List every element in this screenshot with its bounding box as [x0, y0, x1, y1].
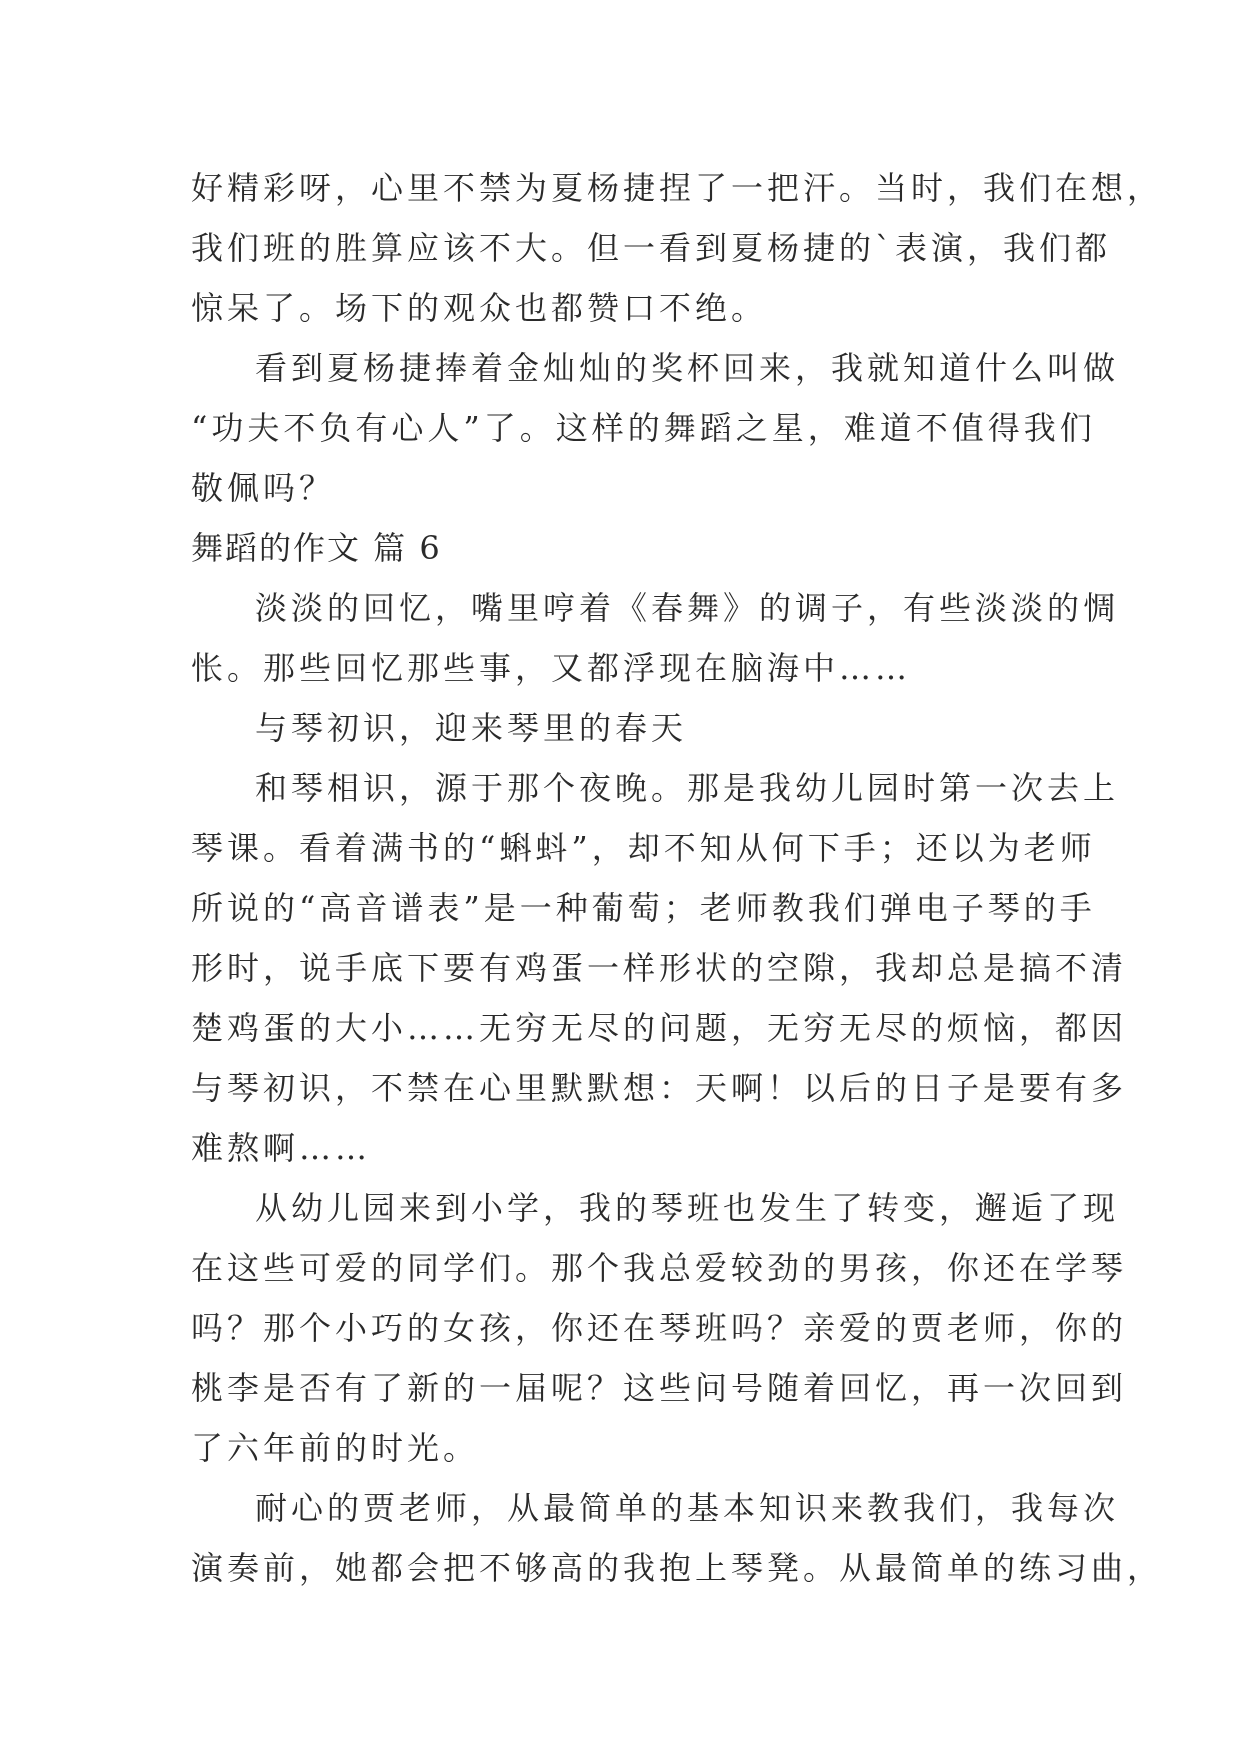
text-line: 舞蹈的作文 篇 6	[191, 529, 442, 567]
paragraph	[191, 158, 1164, 338]
text-line: 惊呆了。场下的观众也都赞口不绝。	[191, 289, 768, 327]
paragraph	[191, 758, 1128, 1178]
text-line: 形时，说手底下要有鸡蛋一样形状的空隙，我却总是搞不清	[191, 949, 1128, 987]
text-line: 与琴初识，迎来琴里的春天	[255, 709, 688, 747]
paragraph	[191, 1478, 1164, 1598]
text-line: “功夫不负有心人”了。这样的舞蹈之星，难道不值得我们	[191, 409, 1096, 447]
paragraph	[191, 578, 1120, 698]
text-line: 从幼儿园来到小学，我的琴班也发生了转变，邂逅了现	[255, 1189, 1120, 1227]
text-line: 我们班的胜算应该不大。但一看到夏杨捷的`表演，我们都	[191, 229, 1112, 267]
text-line: 敬佩吗？	[191, 469, 336, 507]
text-line: 看到夏杨捷捧着金灿灿的奖杯回来，我就知道什么叫做	[255, 349, 1120, 387]
text-line: 琴课。看着满书的“蝌蚪”，却不知从何下手；还以为老师	[191, 829, 1096, 867]
text-line: 好精彩呀，心里不禁为夏杨捷捏了一把汗。当时，我们在想，	[191, 169, 1164, 207]
text-line: 难熬啊……	[191, 1129, 372, 1167]
text-line: 耐心的贾老师，从最简单的基本知识来教我们，我每次	[255, 1489, 1120, 1527]
paragraph	[191, 1178, 1128, 1478]
text-line: 演奏前，她都会把不够高的我抱上琴凳。从最简单的练习曲，	[191, 1549, 1164, 1587]
text-line: 所说的“高音谱表”是一种葡萄；老师教我们弹电子琴的手	[191, 889, 1096, 927]
document-page	[191, 158, 1164, 1598]
text-line: 楚鸡蛋的大小……无穷无尽的问题，无穷无尽的烦恼，都因	[191, 1009, 1128, 1047]
text-line: 在这些可爱的同学们。那个我总爱较劲的男孩，你还在学琴	[191, 1249, 1128, 1287]
text-line: 怅。那些回忆那些事，又都浮现在脑海中……	[191, 649, 912, 687]
text-line: 和琴相识，源于那个夜晚。那是我幼儿园时第一次去上	[255, 769, 1120, 807]
text-line: 吗？那个小巧的女孩，你还在琴班吗？亲爱的贾老师，你的	[191, 1309, 1128, 1347]
paragraph	[191, 338, 1120, 518]
text-line: 桃李是否有了新的一届呢？这些问号随着回忆，再一次回到	[191, 1369, 1128, 1407]
section-heading	[191, 518, 1061, 578]
text-line: 淡淡的回忆，嘴里哼着《春舞》的调子，有些淡淡的惆	[255, 589, 1120, 627]
paragraph	[191, 698, 1061, 758]
text-line: 与琴初识，不禁在心里默默想：天啊！以后的日子是要有多	[191, 1069, 1128, 1107]
text-line: 了六年前的时光。	[191, 1429, 480, 1467]
